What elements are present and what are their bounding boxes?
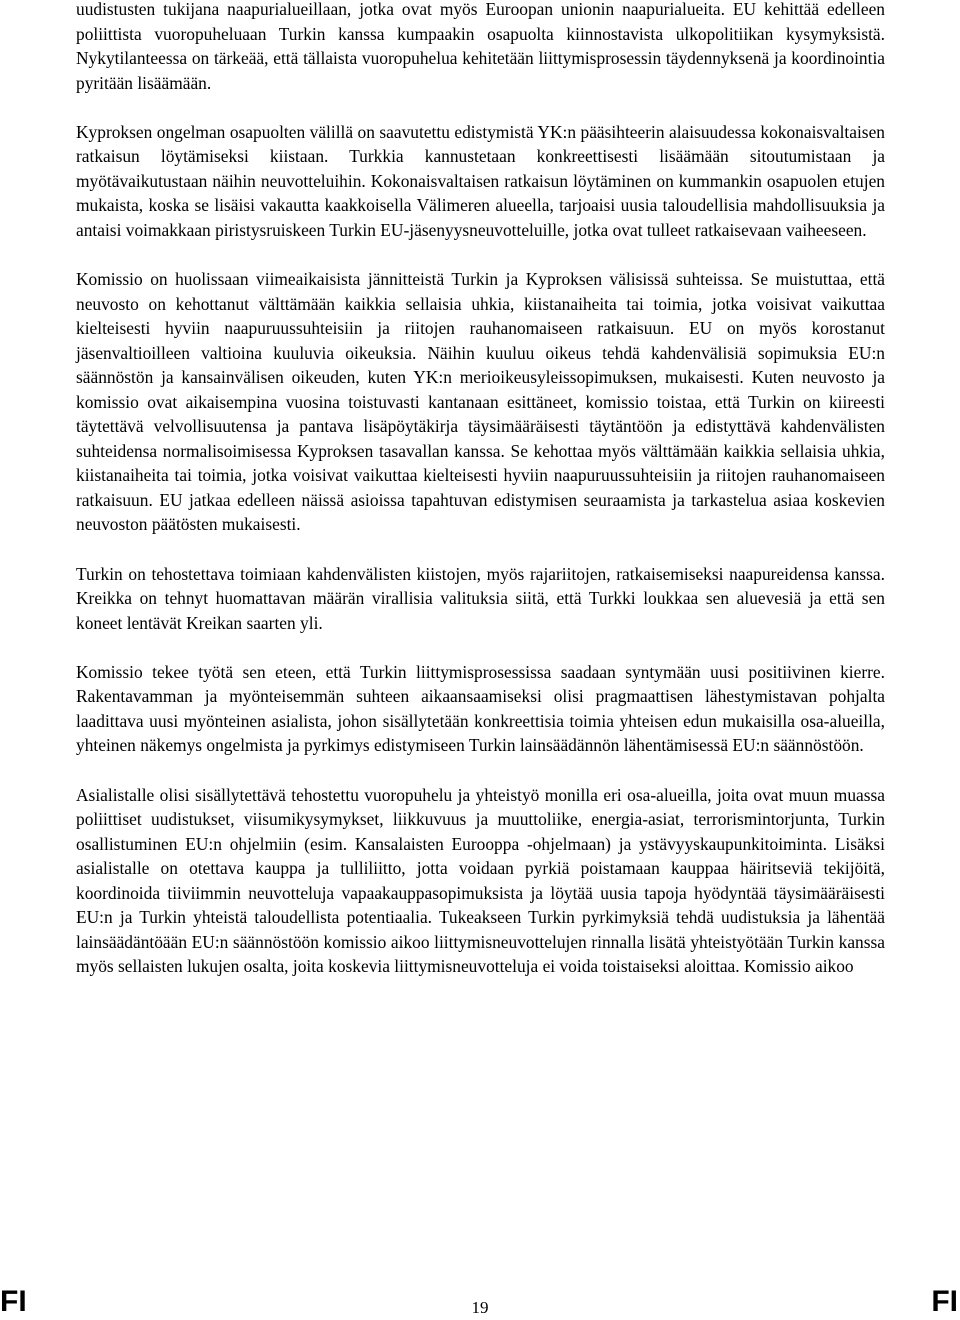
- footer-language-code-left: FI: [0, 1285, 27, 1318]
- page-number: 19: [471, 1298, 489, 1317]
- paragraph: Turkin on tehostettava toimiaan kahdenvälisten kiistojen, myös rajariitojen, ratkaisemiseksi naapureidensa kanssa. Kreikka on tehnyt huomattavan määrän virallisia valituksia siitä, että Turkki loukkaa sen aluevesiä ja että sen koneet lentävät Kreikan saarten yli.: [76, 563, 885, 633]
- paragraph: Komissio on huolissaan viimeaikaisista jännitteistä Turkin ja Kyproksen välisissä suhteissa. Se muistuttaa, että neuvosto on kehottanut välttämään kaikkia sellaisia uhkia, kiistanaiheita tai toimia, jotka voisivat vaikuttaa kielteisesti hyviin naapuruussuhteisiin ja riitojen rauhanomaiseen ratkaisuun. EU on myös korostanut jäsenvaltioilleen valtioina kuuluvia oikeuksia. Näihin kuuluu oikeus tehdä kahdenvälisiä sopimuksia EU:n säännöstön ja kansainvälisen oikeuden, kuten YK:n merioikeusyleissopimuksen, mukaisesti. Kuten neuvosto ja komissio ovat aikaisempina vuosina toistuvasti kantanaan esittäneet, komissio toistaa, että Turkin on kiireesti täytettävä velvollisuutensa ja pantava lisäpöytäkirja täysimääräisesti täytäntöön ja edistyttävä kahdenvälisten suhteidensa normalisoimisessa Kyproksen tasavallan kanssa. Se kehottaa myös välttämään kaikkia sellaisia uhkia, kiistanaiheita tai toimia, jotka voisivat vaikuttaa kielteisesti hyviin naapuruussuhteisiin ja riitojen rauhanomaiseen ratkaisuun. EU jatkaa edelleen näissä asioissa tapahtuvan edistymisen seuraamista ja tarkastelua asiaa koskevien neuvoston päätösten mukaisesti.: [76, 269, 885, 535]
- paragraph: Komissio tekee työtä sen eteen, että Turkin liittymisprosessissa saadaan syntymään uusi positiivinen kierre. Rakentavamman ja myönteisemmän suhteen aikaansaamiseksi olisi pragmaattisen lähestymistavan pohjalta laadittava uusi myönteinen asialista, johon sisällytetään konkreettisia toimia yhteisen edun mukaisilla osa-alueilla, yhteinen näkemys ongelmista ja pyrkimys edistymiseen Turkin lainsäädännön lähentämisessä EU:n säännöstöön.: [76, 661, 885, 756]
- paragraph: Kyproksen ongelman osapuolten välillä on saavutettu edistymistä YK:n pääsihteerin alaisuudessa kokonaisvaltaisen ratkaisun löytämiseksi kiistaan. Turkkia kannustetaan konkreettisesti lisäämään sitoutumistaan ja myötävaikutustaan näihin neuvotteluihin. Kokonaisvaltaisen ratkaisun löytäminen on kummankin osapuolen etujen mukaista, koska se lisäisi vakautta kaakkoisella Välimeren alueella, tarjoaisi uusia taloudellisia mahdollisuuksia ja antaisi voimakkaan piristysruiskeen Turkin EU-jäsenyysneuvotteluille, jotka ovat tulleet ratkaisevaan vaiheeseen.: [76, 121, 885, 240]
- paragraph: Asialistalle olisi sisällytettävä tehostettu vuoropuhelu ja yhteistyö monilla eri osa-alueilla, joita ovat muun muassa poliittiset uudistukset, viisumikysymykset, liikkuvuus ja muuttoliike, energia-asiat, terrorismintorjunta, Turkin osallistuminen EU:n ohjelmiin (esim. Kansalaisten Eurooppa -ohjelmaan) ja ystävyyskaupunkitoiminta. Lisäksi asialistalle on otettava kauppa ja tulliliitto, jotta voidaan pyrkiä poistamaan kauppaa häiritseviä tekijöitä, koordinoida tiiviimmin neuvotteluja vapaakauppasopimuksista ja löytää uusia tapoja hyödyntää täysimääräisesti EU:n ja Turkin yhteistä taloudellista potentiaalia. Tukeakseen Turkin pyrkimyksiä tehdä uudistuksia ja lähentää lainsäädäntöään EU:n säännöstöön komissio aikoo liittymisneuvottelujen rinnalla lisätä yhteistyötään Turkin kanssa myös sellaisten lukujen osalta, joita koskevia liittymisneuvotteluja ei voida toistaiseksi aloittaa. Komissio aikoo: [76, 784, 885, 977]
- footer-language-code-right: FI: [931, 1285, 958, 1318]
- document-body: [76, 0, 885, 979]
- paragraph: uudistusten tukijana naapurialueillaan, jotka ovat myös Euroopan unionin naapurialueita. EU kehittää edelleen poliittista vuoropuheluaan Turkin kanssa kumpaakin osapuolta kiinnostavista ulkopolitiikan kysymyksistä. Nykytilanteessa on tärkeää, että tällaista vuoropuhelua kehitetään liittymisprosessin täydennyksenä ja koordinointia pyritään lisäämään.: [76, 0, 885, 93]
